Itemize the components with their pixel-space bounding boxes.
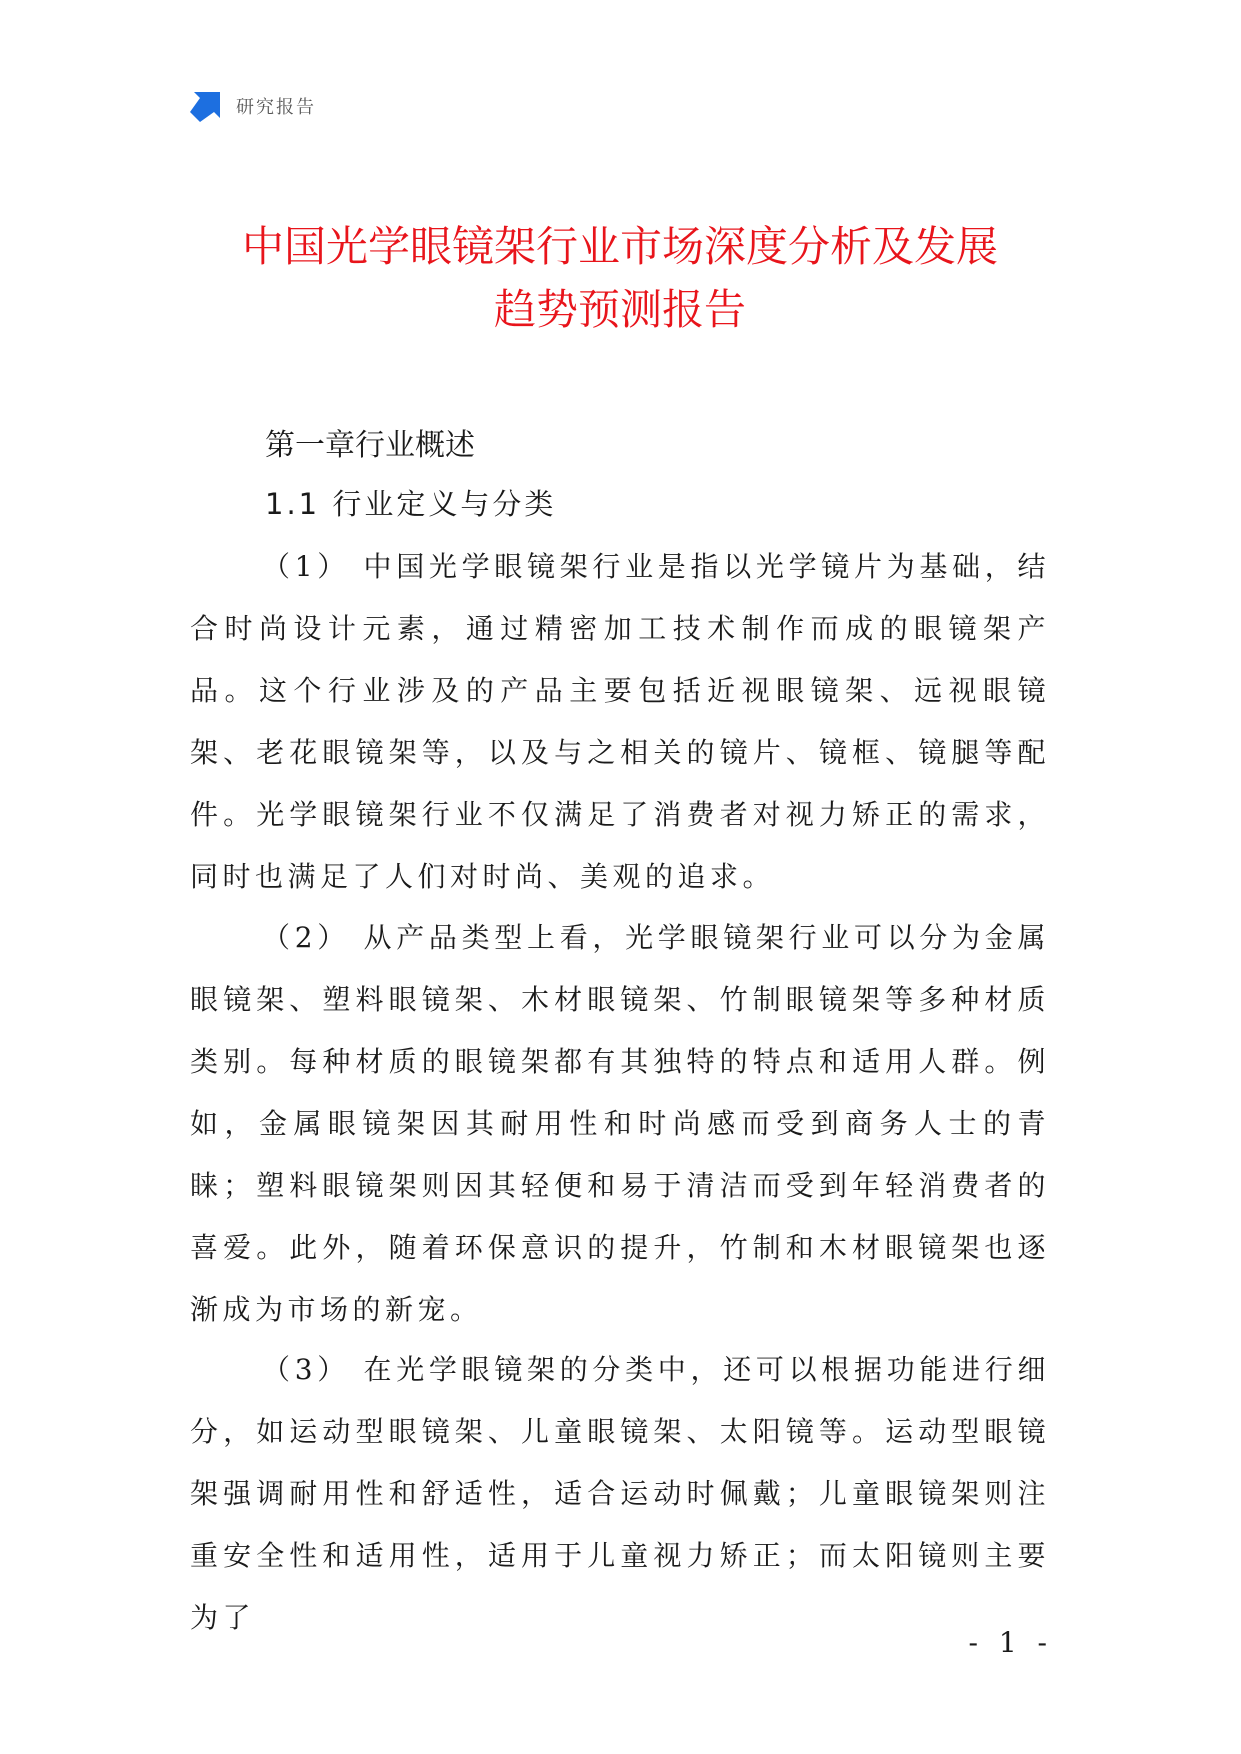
page-header [190,88,316,124]
arrow-up-right-icon [190,90,222,122]
report-title [150,215,1090,341]
report-title-line-2: 趋势预测报告 [493,285,746,334]
chapter-heading: 第一章行业概述 [265,428,475,463]
section-heading: 1.1 行业定义与分类 [265,487,557,521]
paragraph-3: （3） 在光学眼镜架的分类中，还可以根据功能进行细分，如运动型眼镜架、儿童眼镜架、太阳镜等。运动型眼镜架强调耐用性和舒适性，适合运动时佩戴；儿童眼镜架则注重安全性和适用性，适用于儿童视力矫正；而太阳镜则主要为了 [190,1353,1050,1634]
paragraph-2: （2） 从产品类型上看，光学眼镜架行业可以分为金属眼镜架、塑料眼镜架、木材眼镜架、竹制眼镜架等多种材质类别。每种材质的眼镜架都有其独特的特点和适用人群。例如，金属眼镜架因其耐用性和时尚感而受到商务人士的青睐；塑料眼镜架则因其轻便和易于清洁而受到年轻消费者的喜爱。此外，随着环保意识的提升，竹制和木材眼镜架也逐渐成为市场的新宠。 [190,921,1050,1326]
paragraph-1: （1） 中国光学眼镜架行业是指以光学镜片为基础，结合时尚设计元素，通过精密加工技术制作而成的眼镜架产品。这个行业涉及的产品主要包括近视眼镜架、远视眼镜架、老花眼镜架等，以及与之相关的镜片、镜框、镜腿等配件。光学眼镜架行业不仅满足了消费者对视力矫正的需求，同时也满足了人们对时尚、美观的追求。 [190,550,1050,893]
report-title-line-1: 中国光学眼镜架行业市场深度分析及发展 [241,222,998,271]
header-label: 研究报告 [236,97,316,118]
page-number: - 1 - [968,1626,1053,1659]
